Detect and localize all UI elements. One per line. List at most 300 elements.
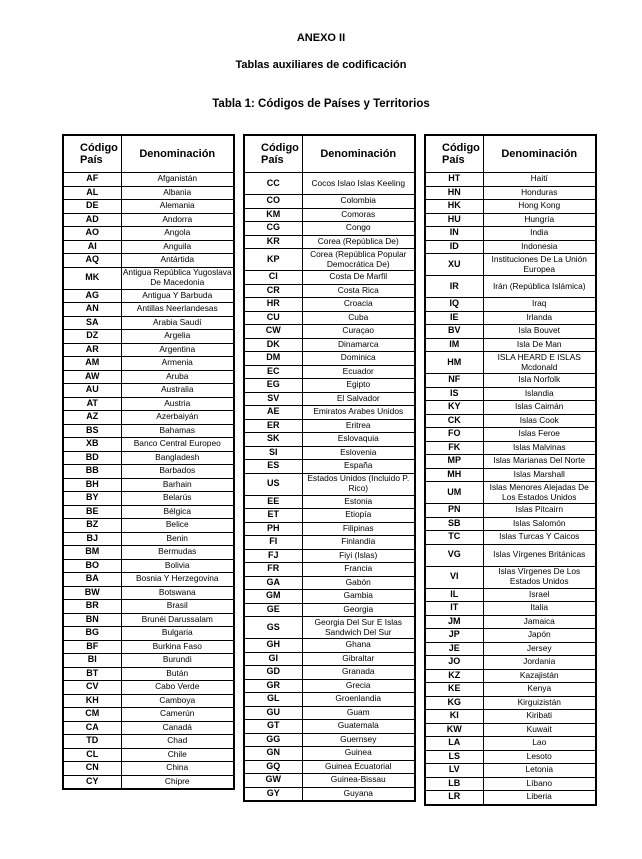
- country-code-cell: KW: [425, 723, 483, 737]
- country-code-cell: EC: [244, 365, 302, 379]
- table-row: [244, 338, 415, 352]
- country-name-cell: Alemania: [121, 200, 234, 214]
- table-row: [244, 536, 415, 550]
- country-code-cell: SB: [425, 517, 483, 531]
- country-name-cell: Dinamarca: [302, 338, 415, 352]
- country-name-cell: Guernsey: [302, 733, 415, 747]
- country-name-cell: Guatemala: [302, 720, 415, 734]
- country-name-cell: ISLA HEARD E ISLAS Mcdonald: [483, 352, 596, 374]
- document-subtitle: Tablas auxiliares de codificación: [235, 59, 407, 71]
- country-name-cell: Bahamas: [121, 424, 234, 438]
- table-row: [63, 254, 234, 268]
- table-row: [63, 397, 234, 411]
- name-column-header: Denominación: [302, 135, 415, 173]
- country-name-cell: Jamaica: [483, 615, 596, 629]
- table-row: [244, 271, 415, 285]
- table-row: [425, 517, 596, 531]
- table-row: [63, 654, 234, 668]
- country-code-cell: BD: [63, 451, 121, 465]
- country-name-cell: Islas Marianas Del Norte: [483, 455, 596, 469]
- country-name-cell: Cuba: [302, 311, 415, 325]
- table-row: [63, 357, 234, 371]
- table-row: [244, 473, 415, 495]
- country-name-cell: Isla De Man: [483, 338, 596, 352]
- country-name-cell: Ecuador: [302, 365, 415, 379]
- name-column-header: Denominación: [121, 135, 234, 173]
- country-name-cell: Islandia: [483, 387, 596, 401]
- table-row: [244, 549, 415, 563]
- country-name-cell: Belarús: [121, 492, 234, 506]
- table-row: [63, 573, 234, 587]
- country-name-cell: El Salvador: [302, 392, 415, 406]
- country-name-cell: Kuwait: [483, 723, 596, 737]
- table-row: [244, 235, 415, 249]
- country-code-cell: KY: [425, 401, 483, 415]
- country-name-cell: Botswana: [121, 586, 234, 600]
- country-code-cell: CI: [244, 271, 302, 285]
- country-code-cell: ES: [244, 460, 302, 474]
- country-name-cell: Chile: [121, 748, 234, 762]
- country-code-cell: LA: [425, 737, 483, 751]
- country-code-cell: HN: [425, 186, 483, 200]
- country-name-cell: Hong Kong: [483, 200, 596, 214]
- table-row: [63, 681, 234, 695]
- table-row: [63, 316, 234, 330]
- country-code-cell: KP: [244, 249, 302, 271]
- country-code-cell: JP: [425, 629, 483, 643]
- country-name-cell: Argentina: [121, 343, 234, 357]
- country-code-cell: BR: [63, 600, 121, 614]
- table-row: [244, 563, 415, 577]
- code-column-header: Código País: [244, 135, 302, 173]
- country-name-cell: Bulgaria: [121, 627, 234, 641]
- table-row: [244, 392, 415, 406]
- table-row: [425, 482, 596, 504]
- country-name-cell: Islas Marshall: [483, 468, 596, 482]
- country-code-cell: GY: [244, 787, 302, 801]
- table-row: [244, 195, 415, 209]
- country-code-cell: CV: [63, 681, 121, 695]
- country-name-cell: Curaçao: [302, 325, 415, 339]
- table-row: [244, 774, 415, 788]
- country-code-cell: CR: [244, 284, 302, 298]
- country-name-cell: Bangladesh: [121, 451, 234, 465]
- country-name-cell: Guam: [302, 706, 415, 720]
- country-code-cell: XU: [425, 254, 483, 276]
- country-code-cell: AW: [63, 370, 121, 384]
- table-row: [425, 791, 596, 805]
- country-code-cell: BJ: [63, 532, 121, 546]
- country-code-cell: FI: [244, 536, 302, 550]
- country-code-cell: SK: [244, 433, 302, 447]
- country-name-cell: Antillas Neerlandesas: [121, 303, 234, 317]
- country-code-cell: KG: [425, 696, 483, 710]
- country-name-cell: Chipre: [121, 775, 234, 789]
- country-name-cell: Instituciones De La Unión Europea: [483, 254, 596, 276]
- table-row: [63, 478, 234, 492]
- table-row: [425, 401, 596, 415]
- country-code-cell: US: [244, 473, 302, 495]
- country-code-cell: LS: [425, 750, 483, 764]
- table-row: [244, 617, 415, 639]
- country-code-cell: HR: [244, 298, 302, 312]
- table-row: [425, 213, 596, 227]
- table-row: [244, 284, 415, 298]
- table-row: [63, 667, 234, 681]
- table-row: [244, 495, 415, 509]
- country-name-cell: Argelia: [121, 330, 234, 344]
- country-name-cell: Costa Rica: [302, 284, 415, 298]
- table-row: [425, 311, 596, 325]
- country-code-cell: IL: [425, 588, 483, 602]
- table-row: [425, 669, 596, 683]
- table-row: [425, 240, 596, 254]
- country-name-cell: Cabo Verde: [121, 681, 234, 695]
- table-row: [244, 720, 415, 734]
- table-row: [425, 544, 596, 566]
- table-row: [63, 519, 234, 533]
- country-name-cell: Eslovenia: [302, 446, 415, 460]
- country-name-cell: India: [483, 227, 596, 241]
- table-row: [63, 748, 234, 762]
- table-row: [63, 267, 234, 289]
- table-row: [425, 227, 596, 241]
- country-code-cell: MP: [425, 455, 483, 469]
- country-name-cell: Isla Bouvet: [483, 325, 596, 339]
- country-code-cell: ID: [425, 240, 483, 254]
- country-code-cell: PH: [244, 522, 302, 536]
- country-code-cell: GU: [244, 706, 302, 720]
- country-code-cell: AL: [63, 186, 121, 200]
- country-name-cell: Burkina Faso: [121, 640, 234, 654]
- country-code-cell: SA: [63, 316, 121, 330]
- table-row: [63, 289, 234, 303]
- country-name-cell: Fiyi (Islas): [302, 549, 415, 563]
- table-header-row: [425, 135, 596, 173]
- country-name-cell: Guinea: [302, 747, 415, 761]
- country-code-cell: CY: [63, 775, 121, 789]
- country-name-cell: Arabia Saudí: [121, 316, 234, 330]
- country-name-cell: España: [302, 460, 415, 474]
- country-code-cell: HT: [425, 173, 483, 187]
- country-name-cell: Andorra: [121, 213, 234, 227]
- country-name-cell: Líbano: [483, 777, 596, 791]
- table-row: [244, 639, 415, 653]
- country-codes-table-1: [62, 134, 235, 790]
- country-code-cell: GI: [244, 652, 302, 666]
- table-row: [425, 602, 596, 616]
- country-code-cell: CK: [425, 414, 483, 428]
- country-name-cell: Irán (República Islámica): [483, 276, 596, 298]
- country-code-cell: BH: [63, 478, 121, 492]
- country-name-cell: Antigua República Yugoslava De Macedonia: [121, 267, 234, 289]
- country-codes-table-2: [243, 134, 416, 802]
- table-row: [425, 642, 596, 656]
- country-code-cell: DZ: [63, 330, 121, 344]
- country-name-cell: Gabón: [302, 576, 415, 590]
- table-header-row: [63, 135, 234, 173]
- country-name-cell: Egipto: [302, 379, 415, 393]
- country-code-cell: FO: [425, 428, 483, 442]
- country-name-cell: Letonia: [483, 764, 596, 778]
- country-name-cell: Barbados: [121, 465, 234, 479]
- country-name-cell: Israel: [483, 588, 596, 602]
- table-row: [63, 600, 234, 614]
- table-row: [244, 460, 415, 474]
- country-code-cell: AN: [63, 303, 121, 317]
- table-row: [425, 566, 596, 588]
- country-name-cell: Islas Vírgenes Británicas: [483, 544, 596, 566]
- country-name-cell: Jersey: [483, 642, 596, 656]
- country-code-cell: CA: [63, 721, 121, 735]
- country-name-cell: Islas Salomón: [483, 517, 596, 531]
- table-row: [244, 787, 415, 801]
- country-code-cell: KI: [425, 710, 483, 724]
- country-code-cell: GH: [244, 639, 302, 653]
- country-name-cell: Kiribati: [483, 710, 596, 724]
- table-row: [425, 764, 596, 778]
- country-name-cell: Kirguizistán: [483, 696, 596, 710]
- country-name-cell: Isla Norfolk: [483, 374, 596, 388]
- country-code-cell: BG: [63, 627, 121, 641]
- country-code-cell: GA: [244, 576, 302, 590]
- table-row: [425, 683, 596, 697]
- table-row: [244, 666, 415, 680]
- table-row: [63, 546, 234, 560]
- country-name-cell: Islas Menores Alejadas De Los Estados Unidos: [483, 482, 596, 504]
- country-code-cell: DM: [244, 352, 302, 366]
- country-name-cell: Eslovaquia: [302, 433, 415, 447]
- table-row: [63, 492, 234, 506]
- country-name-cell: Corea (República De): [302, 235, 415, 249]
- country-code-cell: PN: [425, 504, 483, 518]
- country-name-cell: Benin: [121, 532, 234, 546]
- country-code-cell: AM: [63, 357, 121, 371]
- table-row: [63, 694, 234, 708]
- table-row: [244, 693, 415, 707]
- country-code-cell: LB: [425, 777, 483, 791]
- country-name-cell: Estonia: [302, 495, 415, 509]
- country-name-cell: Filipinas: [302, 522, 415, 536]
- country-name-cell: Austria: [121, 397, 234, 411]
- table-row: [63, 532, 234, 546]
- country-code-cell: GD: [244, 666, 302, 680]
- country-name-cell: Islas Turcas Y Caicos: [483, 531, 596, 545]
- table-row: [425, 531, 596, 545]
- country-name-cell: Dominica: [302, 352, 415, 366]
- country-code-cell: XB: [63, 438, 121, 452]
- country-code-cell: HK: [425, 200, 483, 214]
- country-code-cell: EG: [244, 379, 302, 393]
- country-code-cell: IM: [425, 338, 483, 352]
- country-code-cell: BW: [63, 586, 121, 600]
- country-name-cell: Hungría: [483, 213, 596, 227]
- country-code-cell: GS: [244, 617, 302, 639]
- table-row: [244, 522, 415, 536]
- table-row: [244, 249, 415, 271]
- table-row: [63, 505, 234, 519]
- country-name-cell: Afganistán: [121, 173, 234, 187]
- table-row: [425, 737, 596, 751]
- table-row: [244, 576, 415, 590]
- country-code-cell: AF: [63, 173, 121, 187]
- table-row: [63, 411, 234, 425]
- table-row: [63, 640, 234, 654]
- country-code-cell: BE: [63, 505, 121, 519]
- country-name-cell: Indonesia: [483, 240, 596, 254]
- table-row: [425, 615, 596, 629]
- country-name-cell: Lesoto: [483, 750, 596, 764]
- table-row: [425, 441, 596, 455]
- country-code-cell: GW: [244, 774, 302, 788]
- country-name-cell: China: [121, 762, 234, 776]
- country-name-cell: Croacia: [302, 298, 415, 312]
- country-code-cell: GT: [244, 720, 302, 734]
- table-row: [425, 588, 596, 602]
- country-code-cell: CW: [244, 325, 302, 339]
- country-name-cell: Islas Vírgenes De Los Estados Unidos: [483, 566, 596, 588]
- country-code-cell: AT: [63, 397, 121, 411]
- country-name-cell: Bermudas: [121, 546, 234, 560]
- country-code-cell: AO: [63, 227, 121, 241]
- country-code-cell: BA: [63, 573, 121, 587]
- table-row: [63, 721, 234, 735]
- country-code-cell: CL: [63, 748, 121, 762]
- country-code-cell: TD: [63, 735, 121, 749]
- country-name-cell: Jordania: [483, 656, 596, 670]
- table-row: [425, 414, 596, 428]
- country-name-cell: Etiopía: [302, 509, 415, 523]
- country-code-cell: GE: [244, 603, 302, 617]
- country-name-cell: Haití: [483, 173, 596, 187]
- country-name-cell: Francia: [302, 563, 415, 577]
- country-code-cell: LR: [425, 791, 483, 805]
- table-row: [63, 227, 234, 241]
- country-code-cell: ER: [244, 419, 302, 433]
- country-name-cell: Antártida: [121, 254, 234, 268]
- country-name-cell: Bolivia: [121, 559, 234, 573]
- country-name-cell: Georgia: [302, 603, 415, 617]
- table-row: [63, 627, 234, 641]
- country-name-cell: Irlanda: [483, 311, 596, 325]
- country-code-cell: LV: [425, 764, 483, 778]
- table-row: [244, 325, 415, 339]
- country-name-cell: Islas Feroe: [483, 428, 596, 442]
- country-name-cell: Finlandia: [302, 536, 415, 550]
- country-name-cell: Costa De Marfil: [302, 271, 415, 285]
- table-row: [425, 338, 596, 352]
- country-name-cell: Congo: [302, 222, 415, 236]
- table-row: [244, 419, 415, 433]
- country-name-cell: Honduras: [483, 186, 596, 200]
- country-code-cell: AQ: [63, 254, 121, 268]
- country-code-cell: JM: [425, 615, 483, 629]
- table-row: [244, 706, 415, 720]
- country-code-cell: IS: [425, 387, 483, 401]
- table-row: [244, 433, 415, 447]
- table-row: [63, 330, 234, 344]
- name-column-header: Denominación: [483, 135, 596, 173]
- country-code-cell: BI: [63, 654, 121, 668]
- table-row: [63, 613, 234, 627]
- table-row: [63, 303, 234, 317]
- country-code-cell: BY: [63, 492, 121, 506]
- table-row: [425, 387, 596, 401]
- table-row: [63, 240, 234, 254]
- table-row: [63, 451, 234, 465]
- country-name-cell: Lao: [483, 737, 596, 751]
- table-row: [425, 750, 596, 764]
- table-row: [425, 723, 596, 737]
- table-row: [244, 352, 415, 366]
- table-row: [425, 656, 596, 670]
- country-code-cell: CU: [244, 311, 302, 325]
- country-code-cell: GQ: [244, 760, 302, 774]
- table-row: [244, 590, 415, 604]
- table-row: [425, 710, 596, 724]
- table-row: [244, 208, 415, 222]
- country-code-cell: KE: [425, 683, 483, 697]
- table-row: [63, 735, 234, 749]
- country-code-cell: CC: [244, 173, 302, 195]
- table-row: [244, 747, 415, 761]
- country-code-cell: IN: [425, 227, 483, 241]
- table-row: [63, 465, 234, 479]
- table-row: [63, 343, 234, 357]
- table-row: [425, 186, 596, 200]
- country-code-cell: AU: [63, 384, 121, 398]
- table-row: [63, 424, 234, 438]
- table-row: [425, 298, 596, 312]
- country-code-cell: GG: [244, 733, 302, 747]
- country-name-cell: Islas Caimán: [483, 401, 596, 415]
- country-code-cell: EE: [244, 495, 302, 509]
- country-name-cell: Antigua Y Barbuda: [121, 289, 234, 303]
- country-code-cell: GM: [244, 590, 302, 604]
- country-name-cell: Anguila: [121, 240, 234, 254]
- country-code-cell: BB: [63, 465, 121, 479]
- country-name-cell: Belice: [121, 519, 234, 533]
- country-code-cell: FR: [244, 563, 302, 577]
- table-row: [244, 679, 415, 693]
- country-name-cell: Colombia: [302, 195, 415, 209]
- country-code-cell: CN: [63, 762, 121, 776]
- country-name-cell: Corea (República Popular Democrática De): [302, 249, 415, 271]
- country-name-cell: Albania: [121, 186, 234, 200]
- country-code-cell: FJ: [244, 549, 302, 563]
- country-code-cell: JE: [425, 642, 483, 656]
- table-row: [425, 777, 596, 791]
- country-code-cell: JO: [425, 656, 483, 670]
- country-name-cell: Kazajistán: [483, 669, 596, 683]
- table-row: [244, 406, 415, 420]
- country-code-cell: SI: [244, 446, 302, 460]
- country-code-cell: SV: [244, 392, 302, 406]
- table-row: [63, 370, 234, 384]
- table-row: [244, 173, 415, 195]
- table-row: [425, 629, 596, 643]
- country-code-cell: IQ: [425, 298, 483, 312]
- country-name-cell: Burundi: [121, 654, 234, 668]
- country-name-cell: Gambia: [302, 590, 415, 604]
- country-name-cell: Angola: [121, 227, 234, 241]
- country-name-cell: Georgia Del Sur E Islas Sandwich Del Sur: [302, 617, 415, 639]
- country-code-cell: CM: [63, 708, 121, 722]
- country-code-cell: NF: [425, 374, 483, 388]
- table-row: [63, 384, 234, 398]
- table-row: [63, 173, 234, 187]
- country-code-cell: BV: [425, 325, 483, 339]
